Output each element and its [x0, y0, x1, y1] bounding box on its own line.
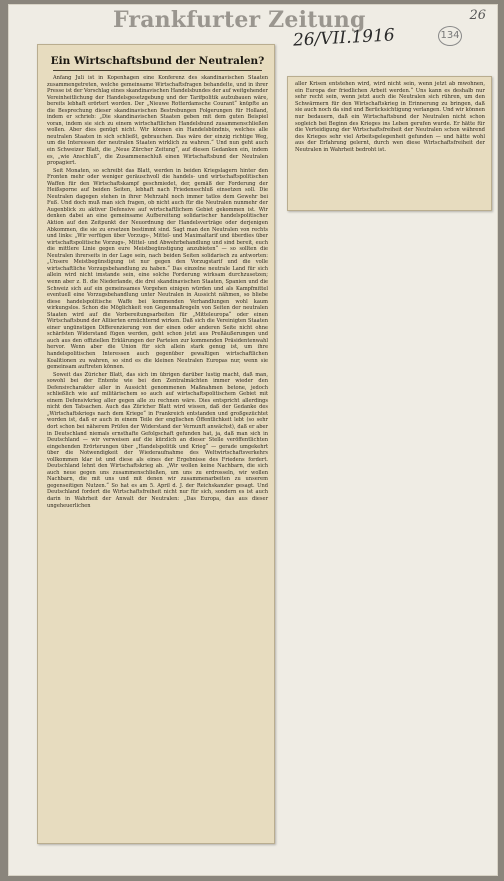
- title-rule: [53, 70, 262, 71]
- handwritten-date: 26/VII.1916: [292, 25, 396, 51]
- archive-number: 134: [438, 26, 462, 46]
- article-paragraph: Anfang Juli ist in Kopenhagen eine Konferenz des skandinavischen Staaten zusammengetreten, welche gemeinsame Wirtschaftsfragen behandelte, und in ihrer Presse ist der Vorschlag eines skandinavischen Handelsbundes der auf weitgehender Vereinheitlichung der Handelsgesetzgebung und der Tarifpolitik aufzubauen wäre, bereits lebhaft erörtert worden. Der „Nieuwe Rotterdamsche Courant“ knüpfte an die Besprechung dieser skandinavischen Bestrebungen Folgerungen für Holland, indem er schrieb: „Die skandinavischen Staaten geben mit dem guten Beispiel voran, indem sie sich zu einem wirtschaftlichen Handelsbund zusammenschließen wollen. Aber dies genügt nicht. Wir können ein Handelsbündnis, welches alle neutralen Staaten in sich schließt, gebrauchen. Das wäre der einzig richtige Weg, um die Interessen der neutralen Staaten wirklich zu wahren.“ Und nun geht auch ein Schweizer Blatt, die „Neue Zürcher Zeitung“, auf diesen Gedanken ein, indem es, „wie Anschluß“, die Zusammenschluß einen Wirtschaftsbund der Neutralen propagiert.: [47, 75, 268, 167]
- article-paragraph: Soweit das Züricher Blatt, das sich im übrigen darüber lustig macht, daß man, sowohl bei der Entente wie bei den Zentralmächten immer wieder den Defensivcharakter aller in Aussicht genommenen Maßnahmen betone, jedoch schließlich wie auf militärischem so auch auf wirtschaftspolitischem Gebiet mit einem Defensivkrieg aller gegen alle zu rechnen wäre. Dies entspricht allerdings nicht den Tatsachen. Auch das Züricher Blatt wird wissen, daß der Gedanke des „Wirtschaftskriegs nach dem Kriege“ in Frankreich entstanden und großgezüchtet worden ist, daß er auch in einem Teile der englischen Öffentlichkeit lebt (so sehr dort schon bei näherem Prüfen der Widerstand der Vernunft anwächst), daß er aber in Deutschland niemals ernsthafte Gefolgschaft gefunden hat, ja, daß man sich in Deutschland — wir verweisen auf die kürzlich an dieser Stelle veröffentlichten eingehenden Erörterungen über „Handelspolitik und Krieg“ — gerade umgekehrt über die Notwendigkeit der Wiederaufnahme des Weltwirtschaftsverkehrs vollkommen klar ist und diese als eines der Ergebnisse des Friedens fordert. Deutschland lehnt den Wirtschaftskrieg ab. „Wir wollen keine Nachbarn, die sich auch neue gegen uns zusammenschließen, um uns zu erdrosseln, wir wollen Nachbarn, die mit uns und mit denen wir zusammenarbeiten zu unserem gegenseitigen Nutzen.“ So hat es am 5. April d. J. der Reichskanzler gesagt. Und Deutschland fordert die Wirtschaftsfreiheit nicht nur für sich, sondern es ist auch darin in Wahrheit der Anwalt der Neutralen: „Das Europa, das aus dieser ungeheuerlichen: [47, 371, 268, 509]
- newspaper-stamp: Frankfurter Zeitung: [113, 7, 366, 33]
- article-clipping: [37, 44, 275, 844]
- page-number: 26: [469, 8, 486, 23]
- article-paragraph: Seit Monaten, so schreibt das Blatt, werden in beiden Kriegslagern hinter den Fronten mehr oder weniger geräuschvoll die handels- und wirtschaftspolitischen Waffen für den Wirtschaftskampf geschmiedet, der, gemäß der Forderung der Heißsporne auf beiden Seiten, lebhaft nach Friedensschluß einsetzen soll. Die Neutralen dagegen stehen in ihrer Mehrzahl noch immer tatlos dem Gewehr bei Fuß. Und doch muß man sich fragen, ob nicht auch für die Neutralen nunmehr der Augenblick zu aktiver Defensive auf wirtschaftlichem Gebiet gekommen ist. Wir denken dabei an eine gemeinsame Aufbereitung solidarischer handelspolitischer Aktion auf den Zeitpunkt der Neuordnung der Handelsverträge oder derjenigen Abkommen, die sie zu ersetzen bestimmt sind. Sagt man den Neutralen von rechts und links: „Wir verfügen über Vorzugs-, Mittel- und Maximaltarif und überdies über wirtschaftspolitische Vorzugs-, Mittel- und Abwehrbehandlung und sind bereit, euch die mittlere Linie gegen eure Meistbegünstigung anzubieten“ — so sollten die Neutralen ihrerseits in der Lage sein, nach beiden Seiten solidarisch zu antworten: „Unsere Meistbegünstigung ist nur gegen den Vorzugstarif und die volle wirtschaftliche Vorzugsbehandlung zu haben.“ Das einzelne neutrale Land für sich allein wird nicht imstande sein, eine solche Forderung wirksam durchzusetzen; wenn aber z. B. die Niederlande, die drei skandinavischen Staaten, Spanien und die Schweiz sich auf ein gemeinsames Vorgehen einigen würden und als Kampfmittel eventuell eine Vorzugsbehandlung unter Neutralen in Aussicht nähmen, so bliebe diese handelspolitische Waffe bei kommenden Verhandlungen wohl kaum wirkungslos. Schon die Möglichkeit von Gegenmaßregeln von Seiten der neutralen Staaten wird auf die Vorbereitungsarbeiten für „Mitteleuropa“ oder einen Wirtschaftsbund der Alliierten ernüchternd wirken. Daß sich die Vereinigten Staaten einer ungünstigen Differenzierung von der einen oder anderen Seite nicht ohne schärfsten Widerstand fügen werden, geht schon jetzt aus Preßäußerungen und auch aus den offiziellen Erklärungen der Parteien zur kommenden Präsidentenwahl hervor. Wenn aber die Union für sich allein stark genug ist, um ihre handelspolitischen Interessen auch gegenüber gewaltigen wirtschaftlichen Koalitionen zu wahren, so sind es die kleinen Neutralen Europas nur, wenn sie gemeinsam auftreten können.: [47, 167, 268, 371]
- article-title: Ein Wirtschaftsbund der Neutralen?: [50, 55, 265, 67]
- continuation-clipping: [287, 76, 492, 211]
- continuation-paragraph: aller Krisen entstehen wird, wird nicht sein, wenn jetzt ab mwohnen, ein Europa der friedlichen Arbeit werden.“ Uns kann es deshalb nur sehr recht sein, wenn jetzt auch die Neutralen sich rühren, um den Schwärmern für den Wirtschaftskrieg in Erinnerung zu bringen, daß sie auch noch da sind und Berücksichtigung verlangen. Und wir können nur bedauern, daß ein Wirtschaftsbund der Neutralen nicht schon sogleich bei Beginn des Krieges ins Leben gerufen wurde. Er hätte für die Verteidigung der Wirtschaftsfreiheit der Neutralen schon während des Krieges sehr viel Arbeitsgelegenheit gefunden — und hätte wohl aus der Erfahrung gelernt, durch wen diese Wirtschaftsfreiheit der Neutralen in Wahrheit bedroht ist.: [295, 81, 485, 153]
